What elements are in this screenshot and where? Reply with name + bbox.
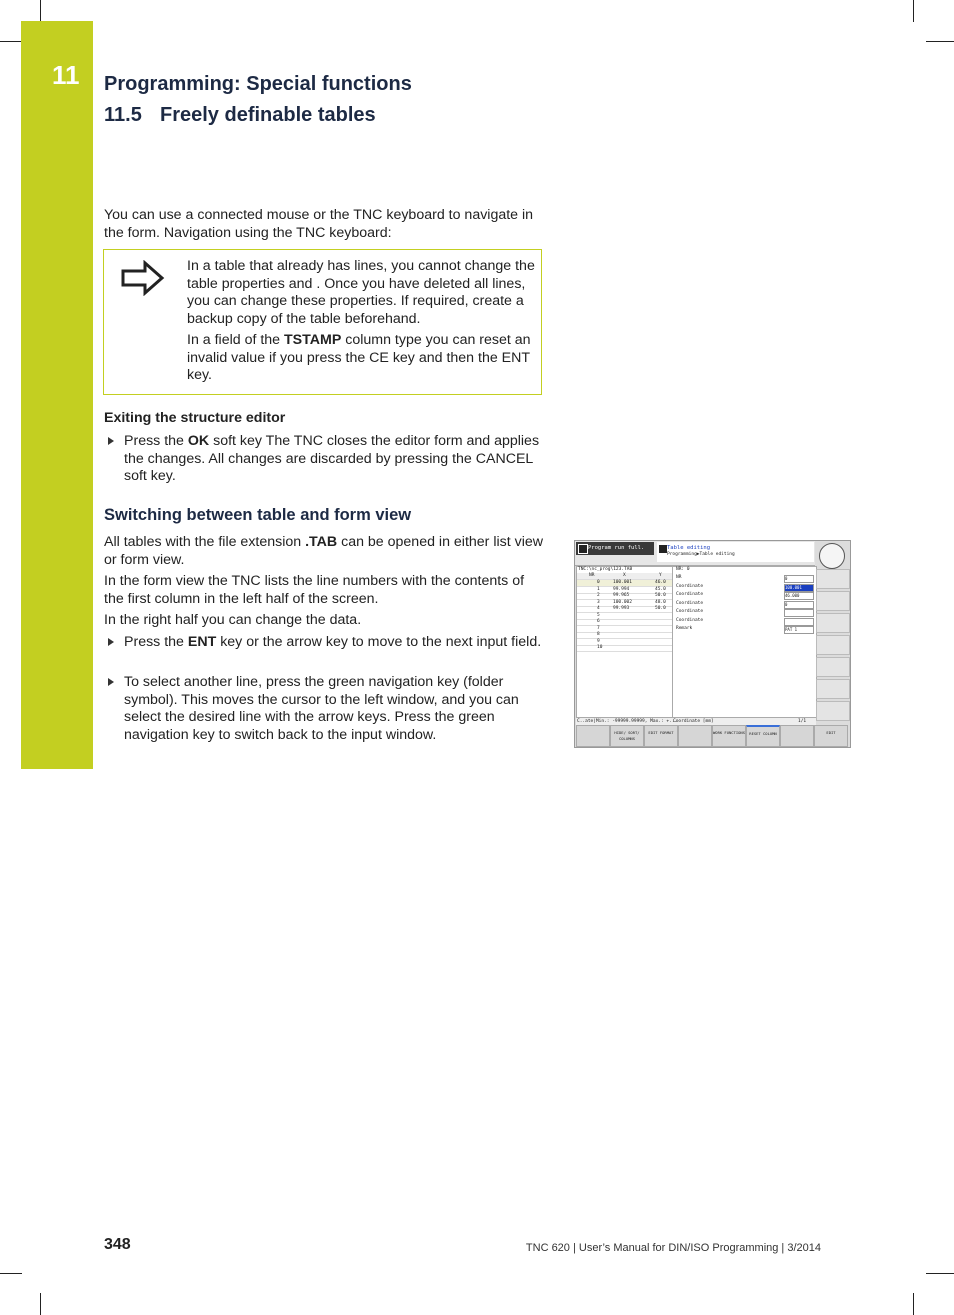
form-field[interactable]: Coordinate 100.001	[676, 584, 814, 591]
crop-mark	[40, 0, 41, 22]
table-row[interactable]: 10	[577, 645, 672, 652]
table-row[interactable]: 3 100.002 48.0	[577, 600, 672, 607]
table-row[interactable]: 8	[577, 632, 672, 639]
softkey-button[interactable]: EDIT	[814, 725, 848, 747]
softkey-button[interactable]: HIDE/ SORT/ COLUMNS	[610, 725, 644, 747]
table-row[interactable]: 2 99.965 50.0	[577, 593, 672, 600]
form-field[interactable]: Coordinate 0	[676, 601, 814, 608]
switch-paragraph: All tables with the file extension .TAB can be opened in either list view or form view.	[104, 534, 543, 568]
crop-mark	[913, 0, 914, 22]
chapter-bar	[21, 21, 93, 769]
tnc-table-list: TNC:\nc_prog\123.TAB NR X Y 0 100.001 46.0 1 99.994 45.0 2 99.965 50.0 3 100.002 48.0 4 99.993 50.0 5 6 7 8 9 10	[576, 566, 673, 720]
tnc-mode-programming: Table editing Programming▶Table editing	[657, 542, 814, 562]
table-row[interactable]: 1 99.994 45.0	[577, 587, 672, 594]
triangle-bullet-icon	[108, 678, 114, 686]
clock-icon	[819, 543, 845, 569]
chapter-number: 11	[52, 60, 80, 90]
table-row[interactable]: 5	[577, 613, 672, 620]
crop-mark	[40, 1293, 41, 1315]
switch-paragraph: In the form view the TNC lists the line numbers with the contents of the first column in the left half of the screen.	[104, 573, 525, 607]
table-row[interactable]: 9	[577, 639, 672, 646]
page-number: 348	[104, 1236, 131, 1253]
table-row[interactable]: 0 100.001 46.0	[577, 580, 672, 587]
note-paragraph: In a table that already has lines, you cannot change the table properties and . Once you have deleted all lines, you can change these properties. If required, create a backup copy of the table beforehand.	[187, 258, 535, 327]
triangle-bullet-icon	[108, 638, 114, 646]
softkey-button[interactable]: EDIT FORMAT	[644, 725, 678, 747]
form-field[interactable]: Coordinate	[676, 609, 814, 616]
intro-paragraph: You can use a connected mouse or the TNC keyboard to navigate in the form. Navigation using the TNC keyboard:	[104, 207, 534, 241]
tnc-mode-machine: Program run full.	[576, 542, 654, 555]
tnc-form-view: NR: 0 NR 0 Coordinate 100.001 Coordinate 46.000 Coordinate 0 Coordinate Coordinate Remark PAT 1	[672, 566, 817, 720]
table-row[interactable]: 4 99.993 50.0	[577, 606, 672, 613]
tnc-status-bar: C..ate|Min.: -99999.99999, Max.: +... Coordinate [mm] 1/1	[576, 717, 816, 725]
table-row[interactable]: 6	[577, 619, 672, 626]
exit-heading: Exiting the structure editor	[104, 410, 286, 426]
footer-text: TNC 620 | User’s Manual for DIN/ISO Programming | 3/2014	[525, 1242, 821, 1254]
tnc-header	[575, 541, 815, 566]
note-text	[187, 258, 537, 389]
section-number: 11.5	[104, 104, 142, 126]
tnc-vertical-softkeys	[816, 569, 850, 725]
crop-mark	[0, 41, 22, 42]
form-field[interactable]: Remark PAT 1	[676, 626, 814, 633]
form-field[interactable]: Coordinate 46.000	[676, 592, 814, 599]
chapter-title: Programming: Special functions	[104, 73, 412, 95]
mode-icon	[578, 544, 588, 554]
list-item: Press the ENT key or the arrow key to move to the next input field.	[104, 634, 544, 652]
softkey-button[interactable]	[678, 725, 712, 747]
note-paragraph: In a field of the TSTAMP column type you can reset an invalid value if you press the CE key and then the ENT key.	[187, 332, 531, 383]
tnc-screenshot	[574, 540, 851, 748]
crop-mark	[926, 1273, 954, 1274]
note-box	[103, 249, 542, 395]
triangle-bullet-icon	[108, 437, 114, 445]
section-title	[104, 104, 376, 127]
softkey-button[interactable]	[576, 725, 610, 747]
list-item: To select another line, press the green navigation key (folder symbol). This moves the cursor to the left window, and you can select the desired line with the arrow keys. Press the green navigation key to switch back to the input window.	[104, 674, 544, 744]
switch-heading: Switching between table and form view	[104, 506, 412, 524]
form-field[interactable]: Coordinate	[676, 618, 814, 625]
arrow-right-icon	[120, 260, 166, 301]
crop-mark	[913, 1293, 914, 1315]
section-name: Freely definable tables	[160, 104, 376, 126]
softkey-button[interactable]: WORK FUNCTIONS	[712, 725, 746, 747]
switch-paragraph: In the right half you can change the data.	[104, 612, 362, 628]
crop-mark	[926, 41, 954, 42]
table-row[interactable]: 7	[577, 626, 672, 633]
softkey-button[interactable]	[780, 725, 814, 747]
crop-mark	[0, 1273, 22, 1274]
form-field[interactable]: NR 0	[676, 575, 814, 582]
list-item: Press the OK soft key The TNC closes the editor form and applies the changes. All changes are discarded by pressing the CANCEL soft key.	[104, 433, 544, 486]
softkey-button[interactable]: RESET COLUMN	[746, 725, 780, 747]
